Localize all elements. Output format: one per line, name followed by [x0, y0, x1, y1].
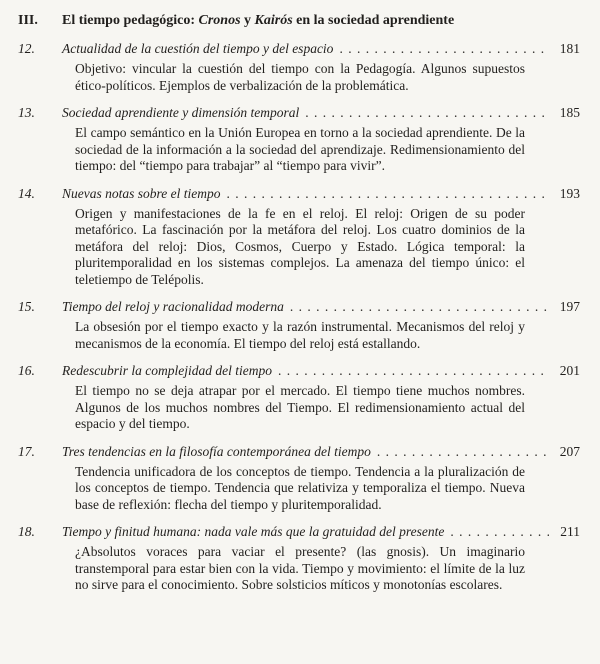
entry-page-number: 211	[560, 524, 580, 539]
dot-leader	[339, 40, 549, 58]
entry-page-number: 207	[559, 443, 580, 459]
section-numeral: III.	[18, 13, 38, 28]
entry-number: 17.	[18, 443, 35, 459]
entry-page-number: 197	[559, 299, 580, 314]
toc-entry	[18, 40, 580, 94]
toc-entry-row	[18, 185, 580, 203]
dot-leader	[450, 523, 549, 541]
entry-title: Redescubrir la complejidad del tiempo	[62, 363, 272, 378]
section-title-text: El tiempo pedagógico:	[62, 13, 199, 28]
entry-description: Tendencia unificadora de los conceptos de tiempo. Tendencia a la pluralización de los conceptos de tiempo. Tendencia que relativiza y temporaliza el tiempo. Nueva base de reflexión: flecha del tiempo y pluritemporalidad.	[75, 463, 525, 512]
entry-title: Sociedad aprendiente y dimensión temporal	[62, 105, 300, 120]
entry-title: Tiempo y finitud humana: nada vale más que la gratuidad del presente	[62, 524, 445, 539]
toc-entry-row	[18, 40, 580, 58]
entry-page-number: 193	[559, 185, 580, 201]
entry-description: Objetivo: vincular la cuestión del tiempo con la Pedagogía. Algunos supuestos ético-políticos. Ejemplos de verbalización de la problemática.	[75, 61, 525, 93]
entry-title: Tiempo del reloj y racionalidad moderna	[62, 299, 284, 314]
entry-title: Tres tendencias en la filosofía contemporánea del tiempo	[62, 443, 371, 459]
toc-entry-row	[18, 298, 580, 316]
dot-leader	[377, 443, 549, 461]
entry-number: 16.	[18, 363, 35, 378]
entry-description: El tiempo no se deja atrapar por el mercado. El tiempo tiene muchos nombres. Algunos de los muchos nombres del Tiempo. El redimensionamiento actual del espacio y del tiempo.	[75, 383, 525, 431]
section-title-tail: en la sociedad aprendiente	[292, 13, 455, 28]
entry-page-number: 201	[559, 363, 580, 378]
entry-number: 13.	[18, 105, 35, 120]
dot-leader	[290, 298, 549, 316]
section-title-connector: y	[240, 13, 255, 28]
entry-description: El campo semántico en la Unión Europea en torno a la sociedad aprendiente. De la sociedad de la información a la sociedad del aprendizaje. Redimensionamiento del tiempo: del “tiempo para trabajar” al “tiempo para vivir”.	[75, 125, 525, 173]
toc-entry-row	[18, 104, 580, 122]
section-title-book-term-1: Cronos	[198, 13, 241, 28]
entry-page-number: 185	[559, 105, 580, 120]
entry-description: La obsesión por el tiempo exacto y la razón instrumental. Mecanismos del reloj y mecanismos de la economía. El tiempo del reloj está estallando.	[75, 319, 525, 351]
entry-number: 18.	[18, 524, 35, 539]
section-title	[62, 12, 454, 30]
dot-leader	[226, 185, 549, 203]
entry-number: 12.	[18, 41, 35, 56]
section-title-book-term-2: Kairós	[254, 13, 293, 28]
entry-number: 15.	[18, 299, 35, 314]
entry-description: Origen y manifestaciones de la fe en el reloj. El reloj: Origen de su poder metafórico. La fascinación por la metáfora del reloj. Los cuatro dominios de la metáfora del reloj: Dios, Cosmos, Cuerpo y Estado. Lógica temporal: la pluritemporalidad en los sistemas complejos. La amenaza del tiempo único: el teletiempo de Telépolis.	[75, 205, 525, 287]
entry-title: Nuevas notas sobre el tiempo	[62, 185, 221, 201]
toc-entry	[18, 298, 580, 352]
toc-entry	[18, 185, 580, 289]
toc-entry-row	[18, 523, 580, 541]
entry-page-number: 181	[559, 41, 580, 56]
toc-entry	[18, 443, 580, 514]
toc-entry-row	[18, 362, 580, 380]
section-header	[18, 12, 580, 30]
entry-description: ¿Absolutos voraces para vaciar el presente? (las gnosis). Un imaginario transtemporal para estar bien con la vida. Tiempo y movimiento: el límite de la luz no sirve para el conocimiento. Sobre solsticios míticos y monotonías escolares.	[75, 544, 525, 592]
entry-title: Actualidad de la cuestión del tiempo y del espacio	[62, 41, 334, 56]
toc-entry	[18, 523, 580, 594]
toc-entry	[18, 104, 580, 175]
dot-leader	[305, 104, 549, 122]
toc-entry	[18, 362, 580, 433]
entry-number: 14.	[18, 185, 35, 201]
dot-leader	[278, 362, 549, 380]
toc-entry-row	[18, 443, 580, 461]
